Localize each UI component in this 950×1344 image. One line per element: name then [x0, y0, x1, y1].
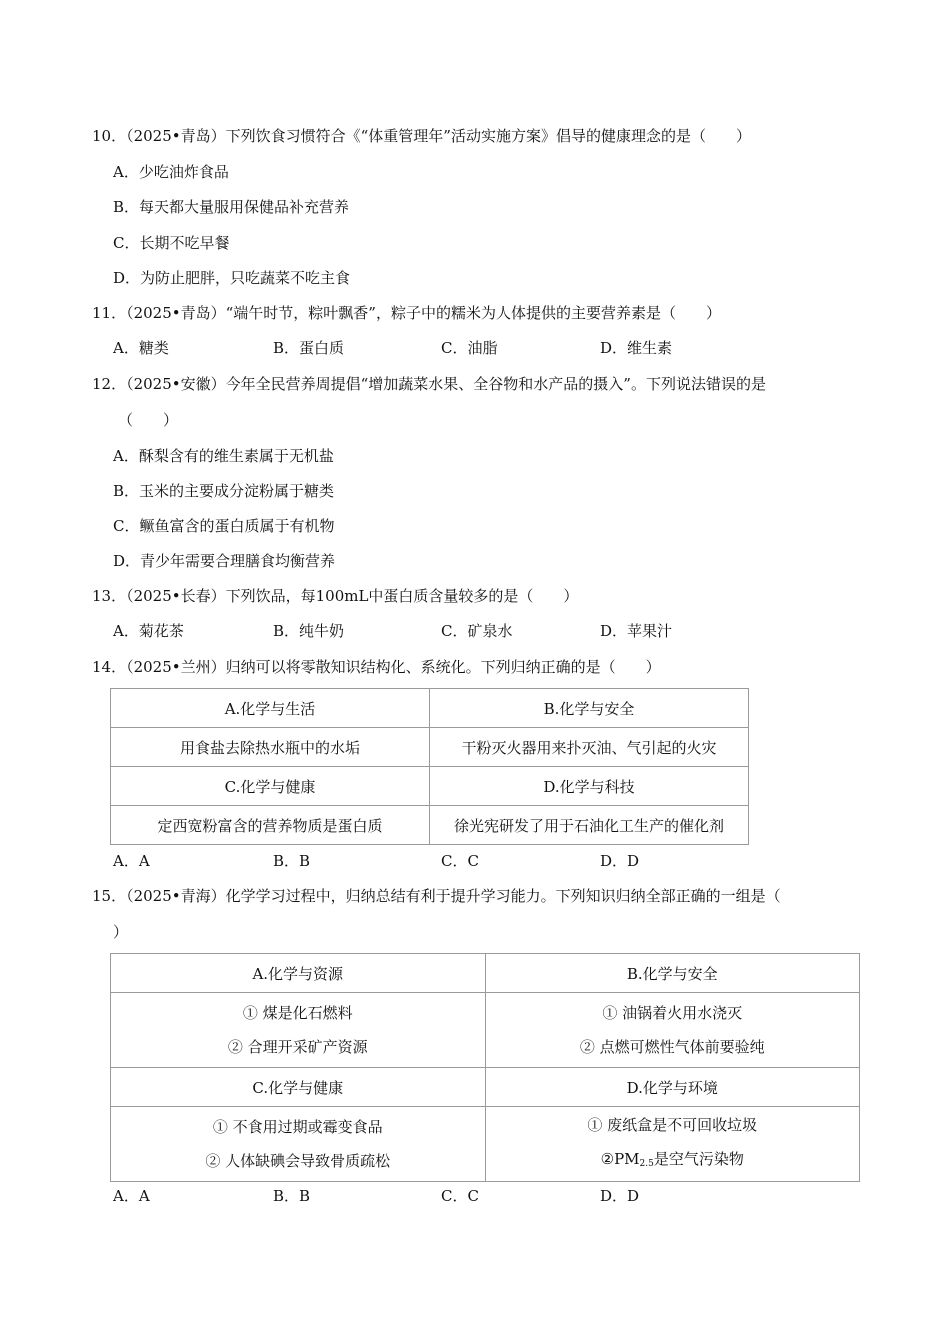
- q15-d-item-2-subscript: 2.5: [639, 1158, 654, 1169]
- q12-stem-continuation: （ ）: [118, 411, 179, 429]
- q15-stem: 15．（2025•青海）化学学习过程中，归纳总结有利于提升学习能力。下列知识归纳全部正确的一组是（: [92, 887, 781, 905]
- q15-cell-d-head: D.化学与环境: [485, 1068, 860, 1107]
- q15-cell-c-head: C.化学与健康: [111, 1068, 486, 1107]
- q14-cell-d-body: 徐光宪研发了用于石油化工生产的催化剂: [430, 806, 749, 845]
- q15-options: [0, 1185, 950, 1207]
- q14-cell-c-body: 定西宽粉富含的营养物质是蛋白质: [111, 806, 430, 845]
- q15-cell-a-body: [111, 993, 486, 1068]
- q13-option-b: B．纯牛奶: [273, 622, 345, 640]
- q15-d-item-2: [486, 1142, 860, 1181]
- q12-option-c: C．鳜鱼富含的蛋白质属于有机物: [113, 517, 335, 535]
- q10-option-c: C．长期不吃早餐: [113, 234, 230, 252]
- q15-cell-a-head: A.化学与资源: [111, 954, 486, 993]
- q14-table: [110, 688, 749, 845]
- q14-cell-d-head: D.化学与科技: [430, 767, 749, 806]
- q10-option-b: B．每天都大量服用保健品补充营养: [113, 198, 350, 216]
- q14-option-a: A．A: [113, 852, 150, 870]
- q15-option-a: A．A: [113, 1187, 150, 1205]
- q15-cell-b-body: [485, 993, 860, 1068]
- q11-stem: 11．（2025•青岛）“端午时节，粽叶飘香”，粽子中的糯米为人体提供的主要营养素是（ ）: [92, 304, 721, 322]
- q12-option-a: A．酥梨含有的维生素属于无机盐: [113, 447, 334, 465]
- q11-option-a: A．糖类: [113, 339, 169, 357]
- q15-d-item-2-prefix: ②PM: [600, 1149, 640, 1168]
- q15-cell-c-body: [111, 1107, 486, 1182]
- q15-option-d: D．D: [600, 1187, 640, 1205]
- q14-options: [0, 850, 950, 872]
- q14-option-c: C．C: [441, 852, 479, 870]
- q15-option-b: B．B: [273, 1187, 311, 1205]
- q11-options: [0, 337, 950, 359]
- q13-options: [0, 620, 950, 642]
- q14-cell-b-body: 干粉灭火器用来扑灭油、气引起的火灾: [430, 728, 749, 767]
- q11-option-d: D．维生素: [600, 339, 673, 357]
- q12-option-b: B．玉米的主要成分淀粉属于糖类: [113, 482, 335, 500]
- q15-cell-b-head: B.化学与安全: [485, 954, 860, 993]
- q13-option-a: A．菊花茶: [113, 622, 184, 640]
- q15-a-item-1: ① 煤是化石燃料: [242, 1004, 353, 1022]
- q15-table: [110, 953, 860, 1182]
- q15-c-item-2: ② 人体缺碘会导致骨质疏松: [205, 1152, 391, 1170]
- q15-a-item-2: ② 合理开采矿产资源: [227, 1038, 368, 1056]
- q14-option-b: B．B: [273, 852, 311, 870]
- q13-option-d: D．苹果汁: [600, 622, 673, 640]
- q10-option-a: A．少吃油炸食品: [113, 163, 229, 181]
- q15-stem-continuation: ）: [113, 923, 129, 941]
- q14-stem: 14．（2025•兰州）归纳可以将零散知识结构化、系统化。下列归纳正确的是（ ）: [92, 658, 661, 676]
- q14-cell-c-head: C.化学与健康: [111, 767, 430, 806]
- q12-stem: 12．（2025•安徽）今年全民营养周提倡“增加蔬菜水果、全谷物和水产品的摄入”。下列说法错误的是: [92, 375, 766, 393]
- q13-stem: 13．（2025•长春）下列饮品，每100mL中蛋白质含量较多的是（ ）: [92, 587, 579, 605]
- q15-c-item-1: ① 不食用过期或霉变食品: [212, 1118, 383, 1136]
- q13-option-c: C．矿泉水: [441, 622, 513, 640]
- q14-cell-a-body: 用食盐去除热水瓶中的水垢: [111, 728, 430, 767]
- q15-b-item-1: ① 油锅着火用水浇灭: [602, 1004, 743, 1022]
- q12-option-d: D．青少年需要合理膳食均衡营养: [113, 552, 336, 570]
- q15-b-item-2: ② 点燃可燃性气体前要验纯: [579, 1038, 765, 1056]
- q10-option-d: D．为防止肥胖，只吃蔬菜不吃主食: [113, 269, 351, 287]
- q10-stem: 10．（2025•青岛）下列饮食习惯符合《“体重管理年”活动实施方案》倡导的健康理念的是（ ）: [92, 127, 751, 145]
- q14-cell-a-head: A.化学与生活: [111, 689, 430, 728]
- q15-d-item-2-suffix: 是空气污染物: [653, 1149, 744, 1168]
- q15-option-c: C．C: [441, 1187, 479, 1205]
- q11-option-c: C．油脂: [441, 339, 498, 357]
- q14-option-d: D．D: [600, 852, 640, 870]
- q15-cell-d-body: [485, 1107, 860, 1182]
- q14-cell-b-head: B.化学与安全: [430, 689, 749, 728]
- q11-option-b: B．蛋白质: [273, 339, 345, 357]
- q15-d-item-1: ① 废纸盒是不可回收垃圾: [587, 1115, 758, 1134]
